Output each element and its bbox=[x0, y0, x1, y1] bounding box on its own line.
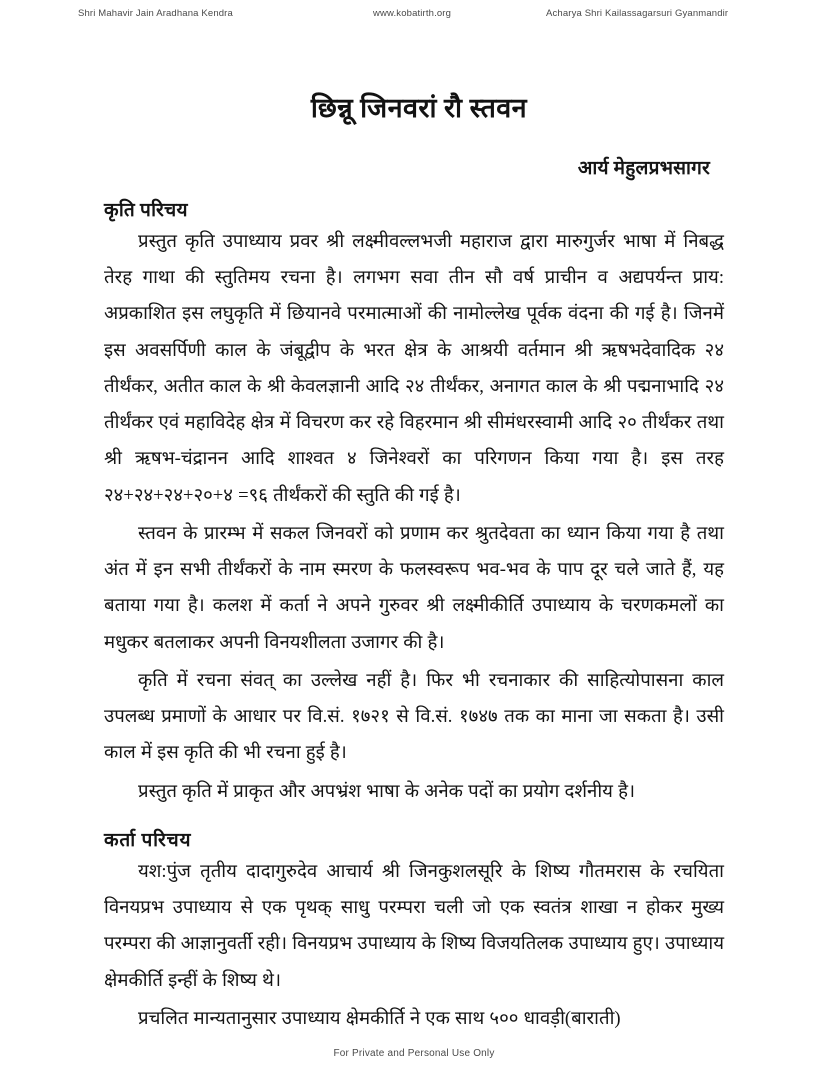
page-title: छिन्नू जिनवरां रौ स्तवन bbox=[310, 93, 528, 123]
paragraph: प्रचलित मान्यतानुसार उपाध्याय क्षेमकीर्ति ने एक साथ ५०० धावड़ी(बाराती) bbox=[138, 1007, 621, 1029]
author-byline: आर्य मेहुलप्रभसागर bbox=[577, 157, 710, 179]
scan-running-header bbox=[0, 8, 828, 26]
section-heading-kriti-parichay: कृति परिचय bbox=[104, 199, 188, 221]
header-right-institution: Acharya Shri Kailassagarsuri Gyanmandir bbox=[546, 8, 729, 19]
section-heading-karta-parichay: कर्ता परिचय bbox=[104, 829, 192, 851]
paragraph: स्तवन के प्रारम्भ में सकल जिनवरों को प्रणाम कर श्रुतदेवता का ध्यान किया गया है तथा अंत में इन सभी तीर्थंकरों के नाम स्मरण के फलस्वरूप भव-भव के पाप दूर चले जाते हैं, यह बताया गया है। कलश में कर्ता ने अपने गुरुवर श्री लक्ष्मीकीर्ति उपाध्याय के चरणकमलों का मधुकर बतलाकर अपनी विनयशीलता उजागर की है। bbox=[104, 522, 724, 653]
header-left-institution: Shri Mahavir Jain Aradhana Kendra bbox=[78, 8, 233, 19]
header-center-website: www.kobatirth.org bbox=[373, 8, 452, 19]
paragraph: प्रस्तुत कृति में प्राकृत और अपभ्रंश भाषा के अनेक पदों का प्रयोग दर्शनीय है। bbox=[138, 780, 636, 802]
paragraph: प्रस्तुत कृति उपाध्याय प्रवर श्री लक्ष्मीवल्लभजी महाराज द्वारा मारुगुर्जर भाषा में निबद्ध तेरह गाथा की स्तुतिमय रचना है। लगभग सवा तीन सौ वर्ष प्राचीन व अद्यपर्यन्त प्राय: अप्रकाशित इस लघुकृति में छियानवे परमात्माओं की नामोल्लेख पूर्वक वंदना की गई है। जिनमें इस अवसर्पिणी काल के जंबूद्वीप के भरत क्षेत्र के आश्रयी वर्तमान श्री ऋषभदेवादिक २४ तीर्थंकर, अतीत काल के श्री केवलज्ञानी आदि २४ तीर्थंकर, अनागत काल के श्री पद्मनाभादि २४ तीर्थंकर एवं महाविदेह क्षेत्र में विचरण कर रहे विहरमान श्री सीमंधरस्वामी आदि २० तीर्थंकर तथा श्री ऋषभ-चंद्रानन आदि शाश्वत ४ जिनेश्वरों का परिगणन किया गया है। इस तरह २४+२४+२४+२०+४ =९६ तीर्थंकरों की स्तुति की गई है। bbox=[104, 230, 724, 506]
paragraph: कृति में रचना संवत् का उल्लेख नहीं है। फिर भी रचनाकार की साहित्योपासना काल उपलब्ध प्रमाणों के आधार पर वि.सं. १७२१ से वि.सं. १७४७ तक का माना जा सकता है। उसी काल में इस कृति की भी रचना हुई है। bbox=[104, 669, 724, 764]
paragraph: यश:पुंज तृतीय दादागुरुदेव आचार्य श्री जिनकुशलसूरि के शिष्य गौतमरास के रचयिता विनयप्रभ उपाध्याय से एक पृथक् साधु परम्परा चली जो एक स्वतंत्र शाखा न होकर मुख्य परम्परा की आज्ञानुवर्ती रही। विनयप्रभ उपाध्याय के शिष्य विजयतिलक उपाध्याय हुए। उपाध्याय क्षेमकीर्ति इन्हीं के शिष्य थे। bbox=[104, 860, 724, 991]
document-body bbox=[104, 92, 724, 1037]
footer-usage-notice: For Private and Personal Use Only bbox=[333, 1048, 495, 1059]
